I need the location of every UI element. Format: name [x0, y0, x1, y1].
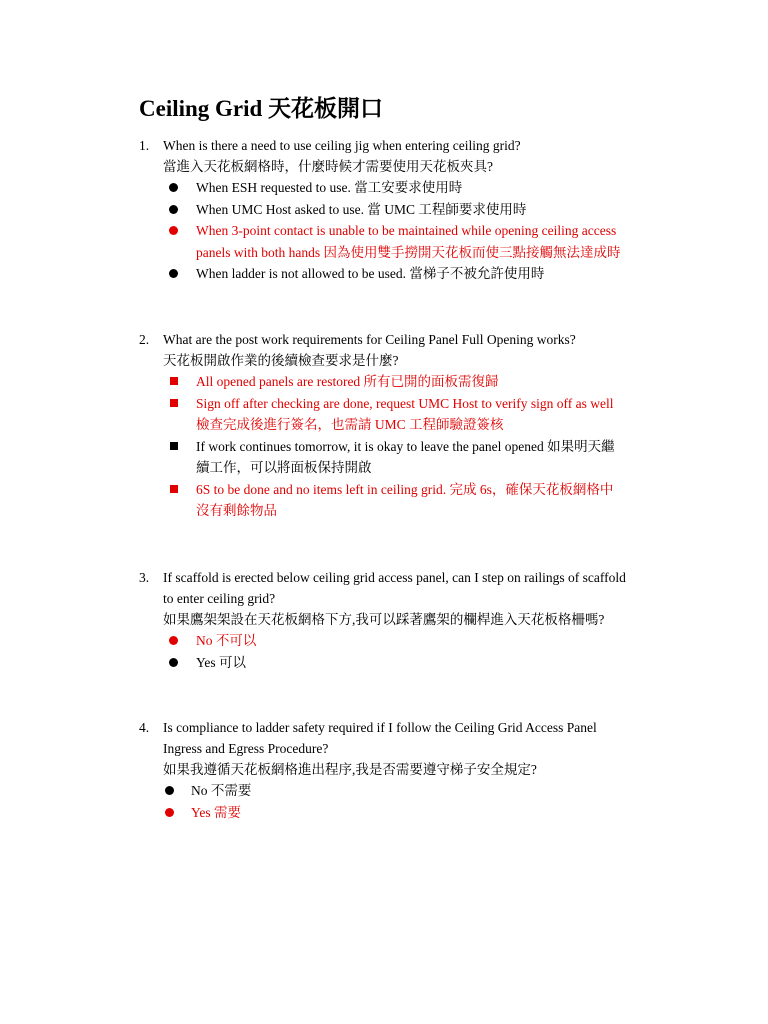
option-text: If work continues tomorrow, it is okay to leave the panel opened 如果明天繼 [196, 438, 615, 454]
question-4 [139, 717, 659, 823]
question-2-options [139, 371, 659, 522]
option-4a [139, 780, 659, 802]
question-4-zh-text: 如果我遵循天花板網格進出程序,我是否需要遵守梯子安全規定? [163, 762, 537, 777]
square-bullet-icon [170, 442, 178, 450]
question-2 [139, 329, 659, 522]
option-text: Sign off after checking are done, request UMC Host to verify sign off as well [196, 395, 614, 411]
option-text: When ESH requested to use. 當工安要求使用時 [196, 180, 463, 195]
question-text-line: If scaffold is erected below ceiling grid access panel, can I step on railings of scaffold [163, 570, 626, 585]
option-1c-correct [139, 220, 659, 263]
square-bullet-icon [170, 399, 178, 407]
option-1d [139, 263, 659, 285]
question-number: 2. [139, 332, 150, 347]
bullet-icon [165, 786, 174, 795]
page-title: Ceiling Grid 天花板開口 [139, 96, 384, 121]
option-text: All opened panels are restored 所有已開的面板需復歸 [196, 374, 499, 389]
option-text-continued: 續工作，可以將面板保持開啟 [196, 460, 372, 475]
question-2-zh-text: 天花板開啟作業的後續檢查要求是什麼? [163, 353, 399, 368]
question-2-text [139, 329, 659, 350]
question-number: 3. [139, 570, 150, 585]
question-number: 4. [139, 720, 150, 735]
question-number: 1. [139, 138, 150, 153]
question-1 [139, 135, 659, 285]
option-text: Yes 可以 [196, 654, 247, 670]
bullet-icon [169, 636, 178, 645]
question-4-text [139, 717, 659, 738]
question-1-options [139, 177, 659, 285]
question-text-line: Is compliance to ladder safety required if I follow the Ceiling Grid Access Panel [163, 720, 597, 735]
option-1a [139, 177, 659, 199]
option-text: When 3-point contact is unable to be maintained while opening ceiling access [196, 223, 617, 238]
bullet-icon [169, 205, 178, 214]
bullet-icon [165, 808, 174, 817]
square-bullet-icon [170, 485, 178, 493]
bullet-icon [169, 269, 178, 278]
question-text-line: When is there a need to use ceiling jig when entering ceiling grid? [163, 138, 521, 153]
option-3a-correct [139, 630, 659, 652]
option-text-continued: 檢查完成後進行簽名，也需請 UMC 工程師驗證簽核 [196, 417, 504, 432]
option-2d-correct [139, 479, 659, 522]
option-4b-correct [139, 802, 659, 824]
option-text: No 不可以 [196, 633, 257, 648]
option-text: When ladder is not allowed to be used. 當梯子不被允許使用時 [196, 266, 545, 281]
question-3-text [139, 567, 659, 588]
bullet-icon [169, 226, 178, 235]
question-text-line-continued: Ingress and Egress Procedure? [163, 741, 329, 756]
option-2c [139, 436, 659, 479]
option-text: No 不需要 [191, 783, 252, 798]
square-bullet-icon [170, 377, 178, 385]
option-text: 6S to be done and no items left in ceiling grid. 完成 6s，確保天花板網格中 [196, 481, 614, 497]
question-3-options [139, 630, 659, 673]
option-text: When UMC Host asked to use. 當 UMC 工程師要求使用時 [196, 201, 527, 217]
option-3b [139, 652, 659, 674]
question-text-line: What are the post work requirements for Ceiling Panel Full Opening works? [163, 332, 576, 347]
question-1-zh-text: 當進入天花板網格時，什麼時候才需要使用天花板夾具? [163, 159, 493, 174]
option-text-continued: panels with both hands 因為使用雙手撈開天花板而使三點接觸無法達成時 [196, 244, 621, 260]
question-4-options [139, 780, 659, 823]
question-1-text [139, 135, 659, 156]
option-2a-correct [139, 371, 659, 393]
bullet-icon [169, 658, 178, 667]
question-3-zh-text: 如果鷹架架設在天花板網格下方,我可以踩著鷹架的欄桿進入天花板格柵嗎? [163, 612, 605, 627]
question-text-line-continued: to enter ceiling grid? [163, 591, 276, 606]
bullet-icon [169, 183, 178, 192]
question-3 [139, 567, 659, 673]
option-2b-correct [139, 393, 659, 436]
option-text: Yes 需要 [191, 804, 242, 820]
option-1b [139, 199, 659, 221]
option-text-continued: 沒有剩餘物品 [196, 503, 277, 518]
